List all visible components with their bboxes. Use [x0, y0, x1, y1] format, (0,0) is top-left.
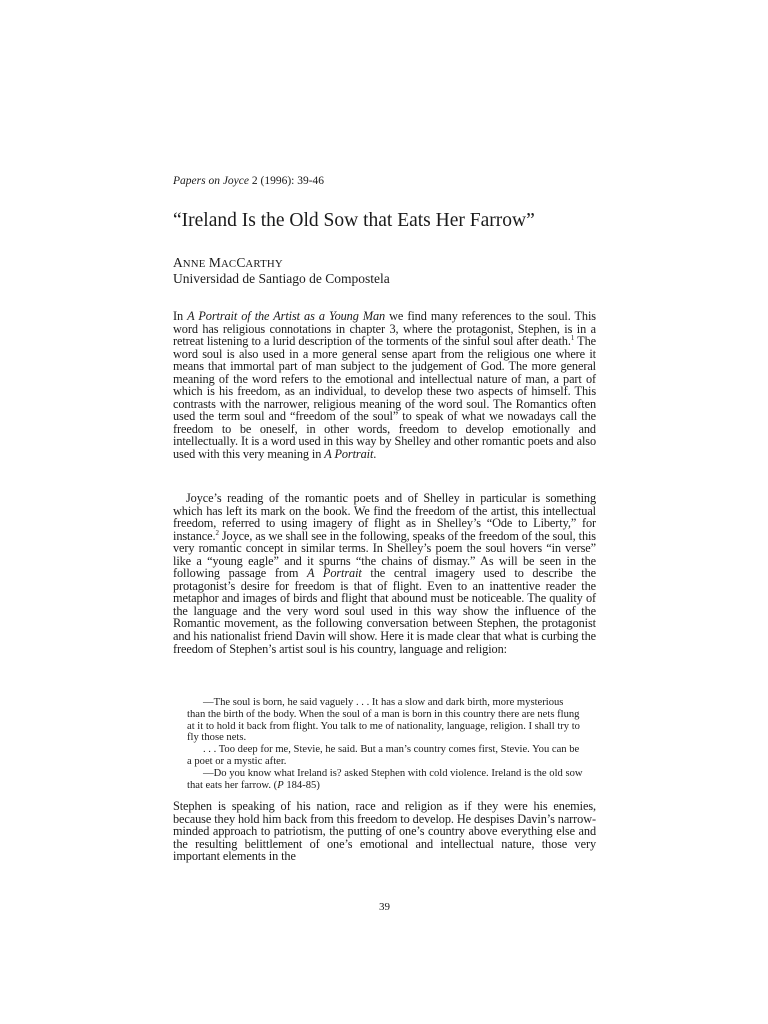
para2-book-short-title: A Portrait	[307, 566, 362, 581]
article-title: “Ireland Is the Old Sow that Eats Her Farrow”	[173, 210, 535, 231]
quote-citation-pages: 184-85)	[283, 779, 320, 791]
quote-p3-text: —Do you know what Ireland is? asked Stephen with cold violence. Ireland is the old sow that eats her farrow. (	[187, 767, 583, 791]
para3-text: Stephen is speaking of his nation, race and religion as if they were his enemies, because they hold him back from this freedom to develop. He despises Davin’s narrow-minded approach to patriotism, the putting of one’s country above everything else and the resulting belittlement of one’s emotional and intellectual nature, those very important elements in the	[173, 799, 596, 864]
para2-text-b: Joyce, as we shall see in the following, speaks of the freedom of the soul, this very romantic concept in similar terms. In Shelley’s poem the soul hovers “in verse” like a “young eagle” and it spurns “the chains of dismay.” As will be seen in the following passage from	[173, 528, 596, 581]
author-last-part-b: ARTHY	[245, 258, 283, 270]
para1-book-title: A Portrait of the Artist as a Young Man	[187, 309, 386, 323]
footnote-ref-2: 2	[215, 528, 219, 537]
journal-name: Papers on Joyce	[173, 175, 249, 187]
para2-text-a: Joyce’s reading of the romantic poets and of Shelley in particular is something which has left its mark on the book. We find the freedom of the artist, this intellectual freedom, referred to using imagery of flight as in Shelley’s “Ode to Liberty,” for instance.	[173, 491, 596, 543]
para1-text-a: In	[173, 309, 188, 323]
footnote-ref-1: 1	[570, 334, 575, 343]
author-first-rest: NNE	[182, 258, 206, 270]
block-quote	[187, 697, 583, 791]
quote-paragraph-1: —The soul is born, he said vaguely . . . It has a slow and dark birth, more mysterious than the birth of the body. When the soul of a man is born in this country there are nets flung at it to hold it back from flight. You talk to me of nationality, language, religion. I shall try to fly those nets.	[187, 697, 580, 744]
author-last-initial: M	[208, 255, 221, 270]
para1-text-d: .	[373, 447, 377, 462]
para1-text-b: we find many references to the soul. This word has religious connotations in chapter 3, where the protagonist, Stephen, is in a retreat listening to a lurid description of the torments of the sinful soul after death.	[173, 309, 596, 349]
quote-citation-abbrev: P	[277, 779, 284, 791]
quote-paragraph-3	[187, 768, 583, 792]
author-last-part-a: AC	[220, 258, 237, 270]
page-number: 39	[379, 901, 390, 913]
paragraph-1	[173, 310, 596, 461]
author-affiliation: Universidad de Santiago de Compostela	[173, 271, 390, 286]
para1-text-c: The word soul is also used in a more general sense apart from the religious one where it means that immortal part of man subject to the judgement of God. The more general meaning of the word refers to the emotional and intellectual nature of man, a part of which is his freedom, as an individual, to develop these two aspects of himself. This contrasts with the narrower, religious meaning of the word soul. The Romantics often used the term soul and “freedom of the soul” to speak of what we nowadays call the freedom to be oneself, in other words, freedom to develop emotionally and intellectually. It is a word used in this way by Shelley and other romantic poets and also used with this very meaning in	[173, 334, 596, 462]
para1-book-short-title: A Portrait	[324, 447, 374, 462]
author-name	[173, 255, 283, 272]
author-first-initial: A	[173, 255, 183, 270]
journal-volume-pages: 2 (1996): 39-46	[249, 175, 325, 187]
paragraph-3	[173, 800, 596, 863]
paragraph-2	[173, 492, 596, 655]
quote-paragraph-2: . . . Too deep for me, Stevie, he said. But a man’s country comes first, Stevie. You can be a poet or a mystic after.	[187, 744, 580, 767]
paper-page	[173, 0, 596, 1024]
para2-text-c: the central imagery used to describe the protagonist’s desire for freedom is that of flight. Even to an inattentive reader the metaphor and images of birds and flight that abound must be noticeable. The quality of the language and the very word soul used in this way show the influence of the Romantic movement, as the following conversation between Stephen, the protagonist and his nationalist friend Davin will show. Here it is made clear that what is curbing the freedom of Stephen’s artist soul is his country, language and religion:	[173, 566, 597, 656]
journal-citation	[173, 174, 324, 188]
author-last-part-c: C	[236, 255, 246, 270]
